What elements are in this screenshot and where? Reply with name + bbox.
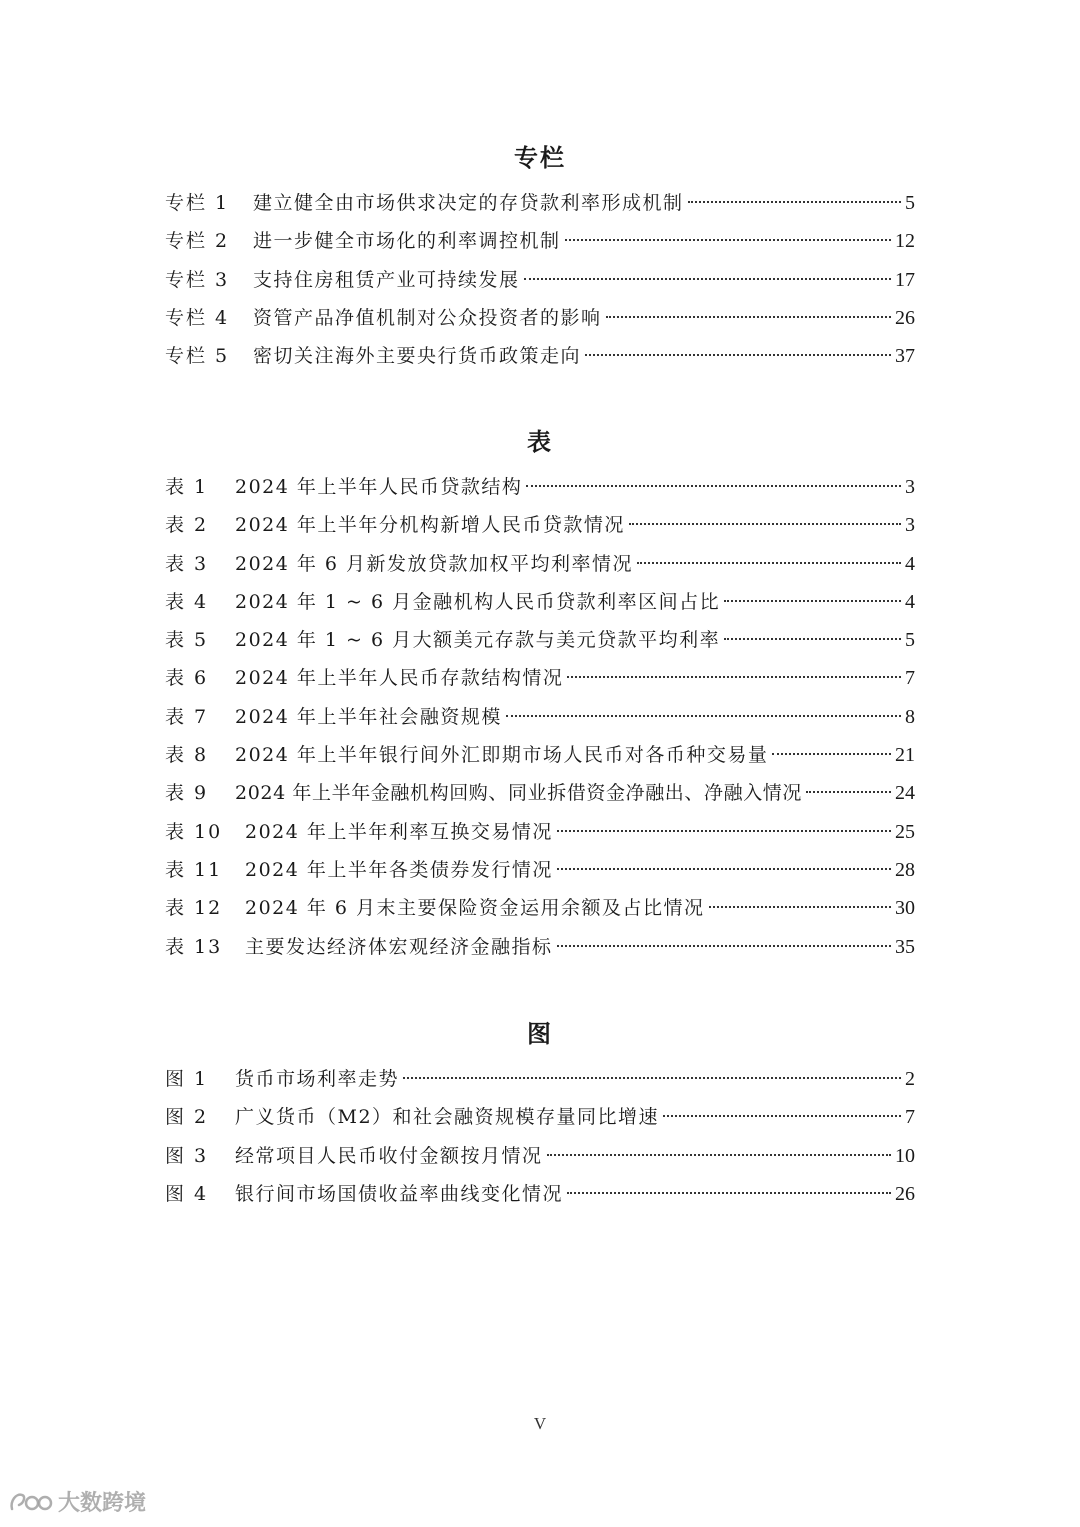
entry-label: 表 4: [165, 590, 209, 613]
entry-page-number: 26: [895, 306, 915, 329]
entry-label: 图 3: [165, 1144, 209, 1167]
dot-leader: [688, 201, 901, 203]
dot-leader: [526, 485, 901, 487]
tables-heading: 表: [527, 427, 553, 456]
entry-title: 2024 年上半年金融机构回购、同业拆借资金净融出、净融入情况: [235, 782, 802, 805]
entry-label: 表 3: [165, 552, 209, 575]
entry-label: 图 2: [165, 1106, 209, 1129]
dot-leader: [806, 791, 891, 793]
entry-title: 2024 年 1 ~ 6 月金融机构人民币贷款利率区间占比: [235, 590, 721, 613]
figures-heading: 图: [527, 1019, 553, 1048]
entry-title: 2024 年上半年人民币贷款结构: [235, 476, 523, 498]
entry-page-number: 35: [895, 935, 915, 958]
entry-label: 专栏 4: [165, 306, 230, 329]
entry-label: 表 12: [165, 897, 223, 920]
dot-leader: [709, 906, 891, 908]
entry-label: 表 9: [165, 782, 209, 805]
entry-page-number: 7: [905, 1106, 915, 1129]
toc-entry[interactable]: [165, 889, 915, 927]
toc-entry[interactable]: [165, 468, 915, 506]
dot-leader: [557, 945, 891, 947]
entry-title: 资管产品净值机制对公众投资者的影响: [253, 306, 602, 329]
entry-page-number: 3: [905, 476, 915, 498]
entry-title: 2024 年上半年银行间外汇即期市场人民币对各币种交易量: [235, 744, 769, 767]
toc-entry[interactable]: [165, 851, 915, 889]
entry-label: 专栏 3: [165, 268, 230, 291]
entry-label: 专栏 5: [165, 345, 230, 368]
entry-page-number: 10: [895, 1144, 915, 1167]
dot-leader: [547, 1154, 891, 1156]
columns-section: [165, 142, 915, 375]
toc-entry[interactable]: [165, 698, 915, 736]
entry-page-number: 8: [905, 705, 915, 728]
entry-page-number: 28: [895, 858, 915, 881]
entry-page-number: 2: [905, 1068, 915, 1090]
dot-leader: [606, 316, 891, 318]
columns-heading: 专栏: [514, 143, 566, 172]
dot-leader: [629, 523, 901, 525]
entry-label: 专栏 1: [165, 192, 230, 214]
entry-label: 表 8: [165, 744, 209, 767]
dot-leader: [506, 715, 901, 717]
toc-entry[interactable]: [165, 774, 915, 812]
entry-label: 表 10: [165, 820, 223, 843]
entry-page-number: 26: [895, 1182, 915, 1205]
entry-title: 2024 年 6 月新发放贷款加权平均利率情况: [235, 552, 634, 575]
entry-title: 经常项目人民币收付金额按月情况: [235, 1144, 543, 1167]
toc-entry[interactable]: [165, 261, 915, 299]
toc-entry[interactable]: [165, 621, 915, 659]
entry-page-number: 3: [905, 514, 915, 537]
entry-title: 2024 年上半年社会融资规模: [235, 705, 502, 728]
entry-page-number: 4: [905, 552, 915, 575]
watermark: [8, 1486, 146, 1517]
entry-page-number: 17: [895, 268, 915, 291]
toc-entry[interactable]: [165, 1060, 915, 1098]
entry-page-number: 37: [895, 345, 915, 368]
toc-entry[interactable]: [165, 813, 915, 851]
entry-title: 支持住房租赁产业可持续发展: [253, 268, 520, 291]
entry-page-number: 24: [895, 782, 915, 805]
dot-leader: [557, 868, 891, 870]
toc-entry[interactable]: [165, 583, 915, 621]
dot-leader: [524, 278, 891, 280]
entry-label: 表 7: [165, 705, 209, 728]
entry-title: 2024 年 6 月末主要保险资金运用余额及占比情况: [245, 897, 705, 920]
toc-entry[interactable]: [165, 222, 915, 260]
dot-leader: [663, 1115, 901, 1117]
entry-label: 表 2: [165, 514, 209, 537]
entry-label: 表 1: [165, 476, 209, 498]
dot-leader: [724, 600, 901, 602]
dot-leader: [724, 638, 901, 640]
entry-label: 表 5: [165, 629, 209, 652]
toc-entry[interactable]: [165, 1137, 915, 1175]
dot-leader: [637, 562, 901, 564]
dot-leader: [565, 239, 891, 241]
entry-title: 2024 年上半年各类债券发行情况: [245, 858, 553, 881]
entry-label: 图 1: [165, 1068, 209, 1090]
entry-page-number: 12: [895, 230, 915, 253]
entry-title: 2024 年上半年分机构新增人民币贷款情况: [235, 514, 625, 537]
entry-title: 2024 年 1 ~ 6 月大额美元存款与美元贷款平均利率: [235, 629, 721, 652]
toc-entry[interactable]: [165, 506, 915, 544]
entry-title: 货币市场利率走势: [235, 1068, 400, 1090]
entry-page-number: 7: [905, 667, 915, 690]
entry-page-number: 4: [905, 590, 915, 613]
entry-page-number: 5: [905, 192, 915, 214]
entry-label: 表 11: [165, 858, 223, 881]
toc-entry[interactable]: [165, 659, 915, 697]
entry-title: 2024 年上半年利率互换交易情况: [245, 820, 553, 843]
entry-title: 进一步健全市场化的利率调控机制: [253, 230, 561, 253]
toc-entry[interactable]: [165, 1175, 915, 1213]
entry-label: 表 6: [165, 667, 209, 690]
entry-label: 专栏 2: [165, 230, 230, 253]
toc-entry[interactable]: [165, 1098, 915, 1136]
toc-entry[interactable]: [165, 337, 915, 375]
watermark-text: 大数跨境: [58, 1491, 147, 1516]
dot-leader: [403, 1077, 901, 1079]
dot-leader: [557, 830, 891, 832]
dot-leader: [567, 1192, 891, 1194]
entry-title: 密切关注海外主要央行货币政策走向: [253, 345, 582, 368]
entry-page-number: 25: [895, 820, 915, 843]
entry-title: 广义货币（M2）和社会融资规模存量同比增速: [235, 1106, 660, 1129]
entry-label: 图 4: [165, 1182, 209, 1205]
entry-page-number: 5: [905, 629, 915, 652]
toc-entry[interactable]: [165, 928, 915, 966]
entry-title: 2024 年上半年人民币存款结构情况: [235, 667, 564, 690]
toc-entry[interactable]: [165, 299, 915, 337]
toc-entry[interactable]: [165, 736, 915, 774]
figures-section: [165, 1018, 915, 1213]
entry-page-number: 30: [895, 897, 915, 920]
entry-label: 表 13: [165, 935, 223, 958]
entry-page-number: 21: [895, 744, 915, 767]
entry-title: 建立健全由市场供求决定的存贷款利率形成机制: [253, 192, 684, 214]
tables-section: [165, 426, 915, 966]
page-numeral: V: [533, 1414, 547, 1433]
entry-title: 银行间市场国债收益率曲线变化情况: [235, 1182, 564, 1205]
toc-entry[interactable]: [165, 184, 915, 222]
dot-leader: [585, 354, 891, 356]
dot-leader: [772, 753, 891, 755]
toc-entry[interactable]: [165, 545, 915, 583]
dot-leader: [567, 676, 901, 678]
entry-title: 主要发达经济体宏观经济金融指标: [245, 935, 553, 958]
logo-icon: [8, 1489, 54, 1515]
